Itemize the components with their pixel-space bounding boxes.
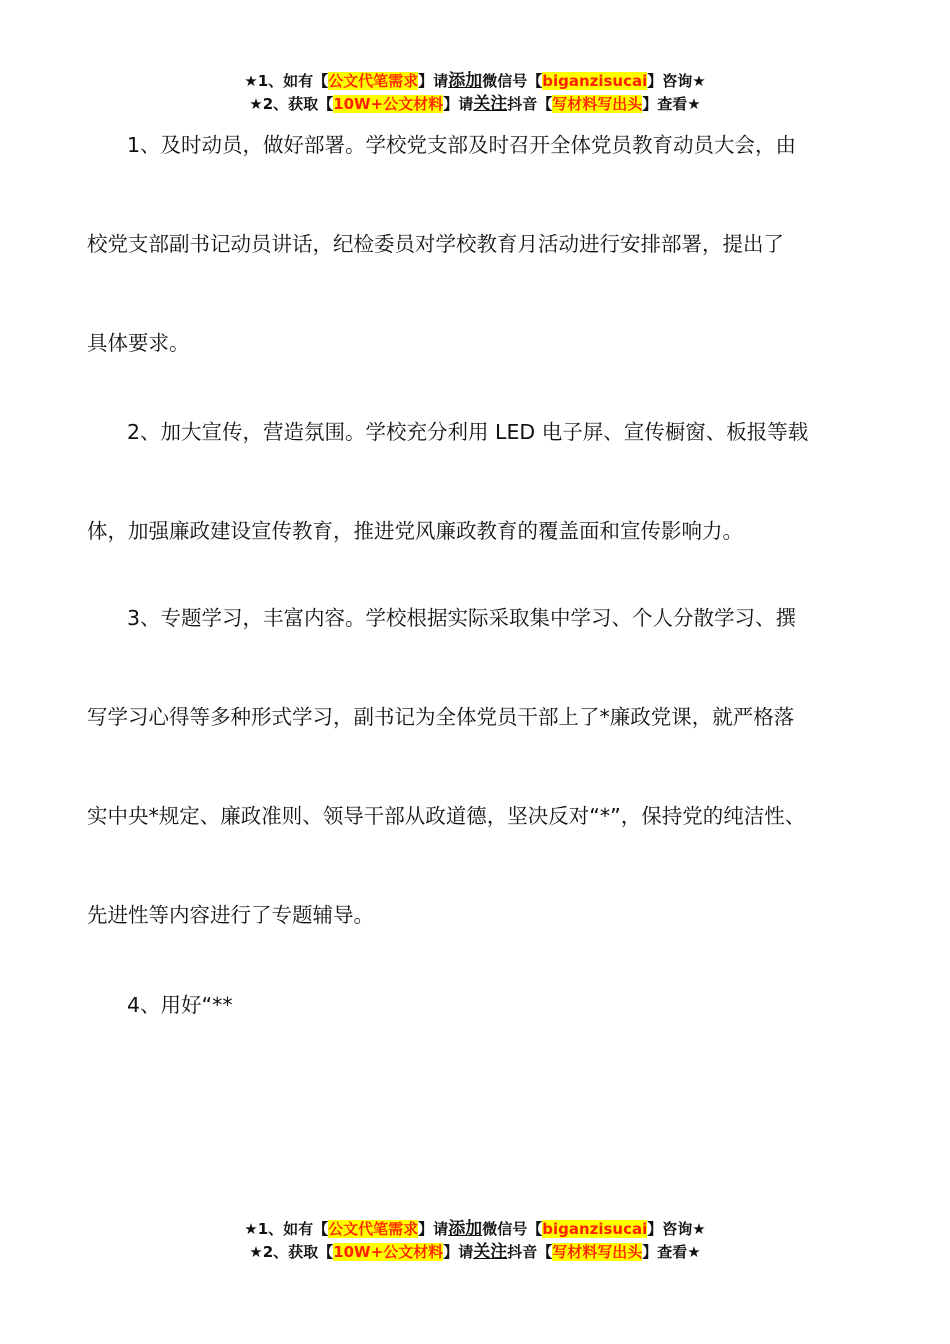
text-line: 4、用好“** bbox=[127, 993, 233, 1017]
banner-highlight: 公文代笔需求 bbox=[328, 1220, 419, 1238]
text-line: 2、加大宣传，营造氛围。学校充分利用 LED 电子屏、宣传橱窗、板报等载 bbox=[127, 420, 809, 444]
banner-highlight: 公文代笔需求 bbox=[328, 72, 419, 90]
text-line: 校党支部副书记动员讲话，纪检委员对学校教育月活动进行安排部署，提出了 bbox=[87, 232, 784, 256]
text-line: 3、专题学习，丰富内容。学校根据实际采取集中学习、个人分散学习、撰 bbox=[127, 606, 797, 630]
banner-highlight: 10W+公文材料 bbox=[333, 1243, 444, 1261]
banner-text: 】查看★ bbox=[642, 1243, 701, 1261]
text-line: 实中央*规定、廉政准则、领导干部从政道德，坚决反对“*”，保持党的纯洁性、 bbox=[87, 804, 806, 828]
banner-text: 】查看★ bbox=[642, 95, 701, 113]
banner-line-1 bbox=[0, 70, 950, 93]
banner-text: 】请 bbox=[443, 95, 474, 113]
banner-text: 微信号【 bbox=[482, 1220, 543, 1238]
paragraph-1 bbox=[87, 96, 877, 393]
text-line: 体，加强廉政建设宣传教育，推进党风廉政教育的覆盖面和宣传影响力。 bbox=[87, 519, 743, 543]
banner-line-1 bbox=[0, 1218, 950, 1241]
banner-text: 抖音【 bbox=[507, 1243, 553, 1261]
banner-highlight: 10W+公文材料 bbox=[333, 95, 444, 113]
text-line: 1、及时动员，做好部署。学校党支部及时召开全体党员教育动员大会，由 bbox=[127, 133, 797, 157]
banner-text: ★1、如有【 bbox=[244, 1220, 329, 1238]
banner-underlined: 添加 bbox=[448, 71, 483, 91]
banner-text: 】请 bbox=[443, 1243, 474, 1261]
banner-text: 微信号【 bbox=[482, 72, 543, 90]
banner-text: ★2、获取【 bbox=[249, 95, 334, 113]
paragraph-3 bbox=[87, 569, 877, 965]
banner-highlight: 写材料写出头 bbox=[552, 1243, 643, 1261]
footer-banner bbox=[0, 1218, 950, 1264]
paragraph-2 bbox=[87, 383, 877, 581]
text-line: 具体要求。 bbox=[87, 331, 190, 355]
banner-text: ★2、获取【 bbox=[249, 1243, 334, 1261]
banner-text: 抖音【 bbox=[507, 95, 553, 113]
banner-line-2 bbox=[0, 1241, 950, 1264]
banner-text: 】咨询★ bbox=[647, 72, 706, 90]
banner-highlight: biganzisucai bbox=[542, 72, 648, 90]
text-line: 写学习心得等多种形式学习，副书记为全体党员干部上了*廉政党课，就严格落 bbox=[87, 705, 795, 729]
banner-highlight: 写材料写出头 bbox=[552, 95, 643, 113]
banner-underlined: 添加 bbox=[448, 1219, 483, 1239]
banner-highlight: biganzisucai bbox=[542, 1220, 648, 1238]
banner-underlined: 关注 bbox=[473, 94, 508, 114]
text-line: 先进性等内容进行了专题辅导。 bbox=[87, 903, 374, 927]
banner-text: 】请 bbox=[418, 1220, 449, 1238]
banner-text: ★1、如有【 bbox=[244, 72, 329, 90]
banner-underlined: 关注 bbox=[473, 1242, 508, 1262]
paragraph-4 bbox=[87, 956, 877, 1055]
banner-text: 】咨询★ bbox=[647, 1220, 706, 1238]
banner-text: 】请 bbox=[418, 72, 449, 90]
